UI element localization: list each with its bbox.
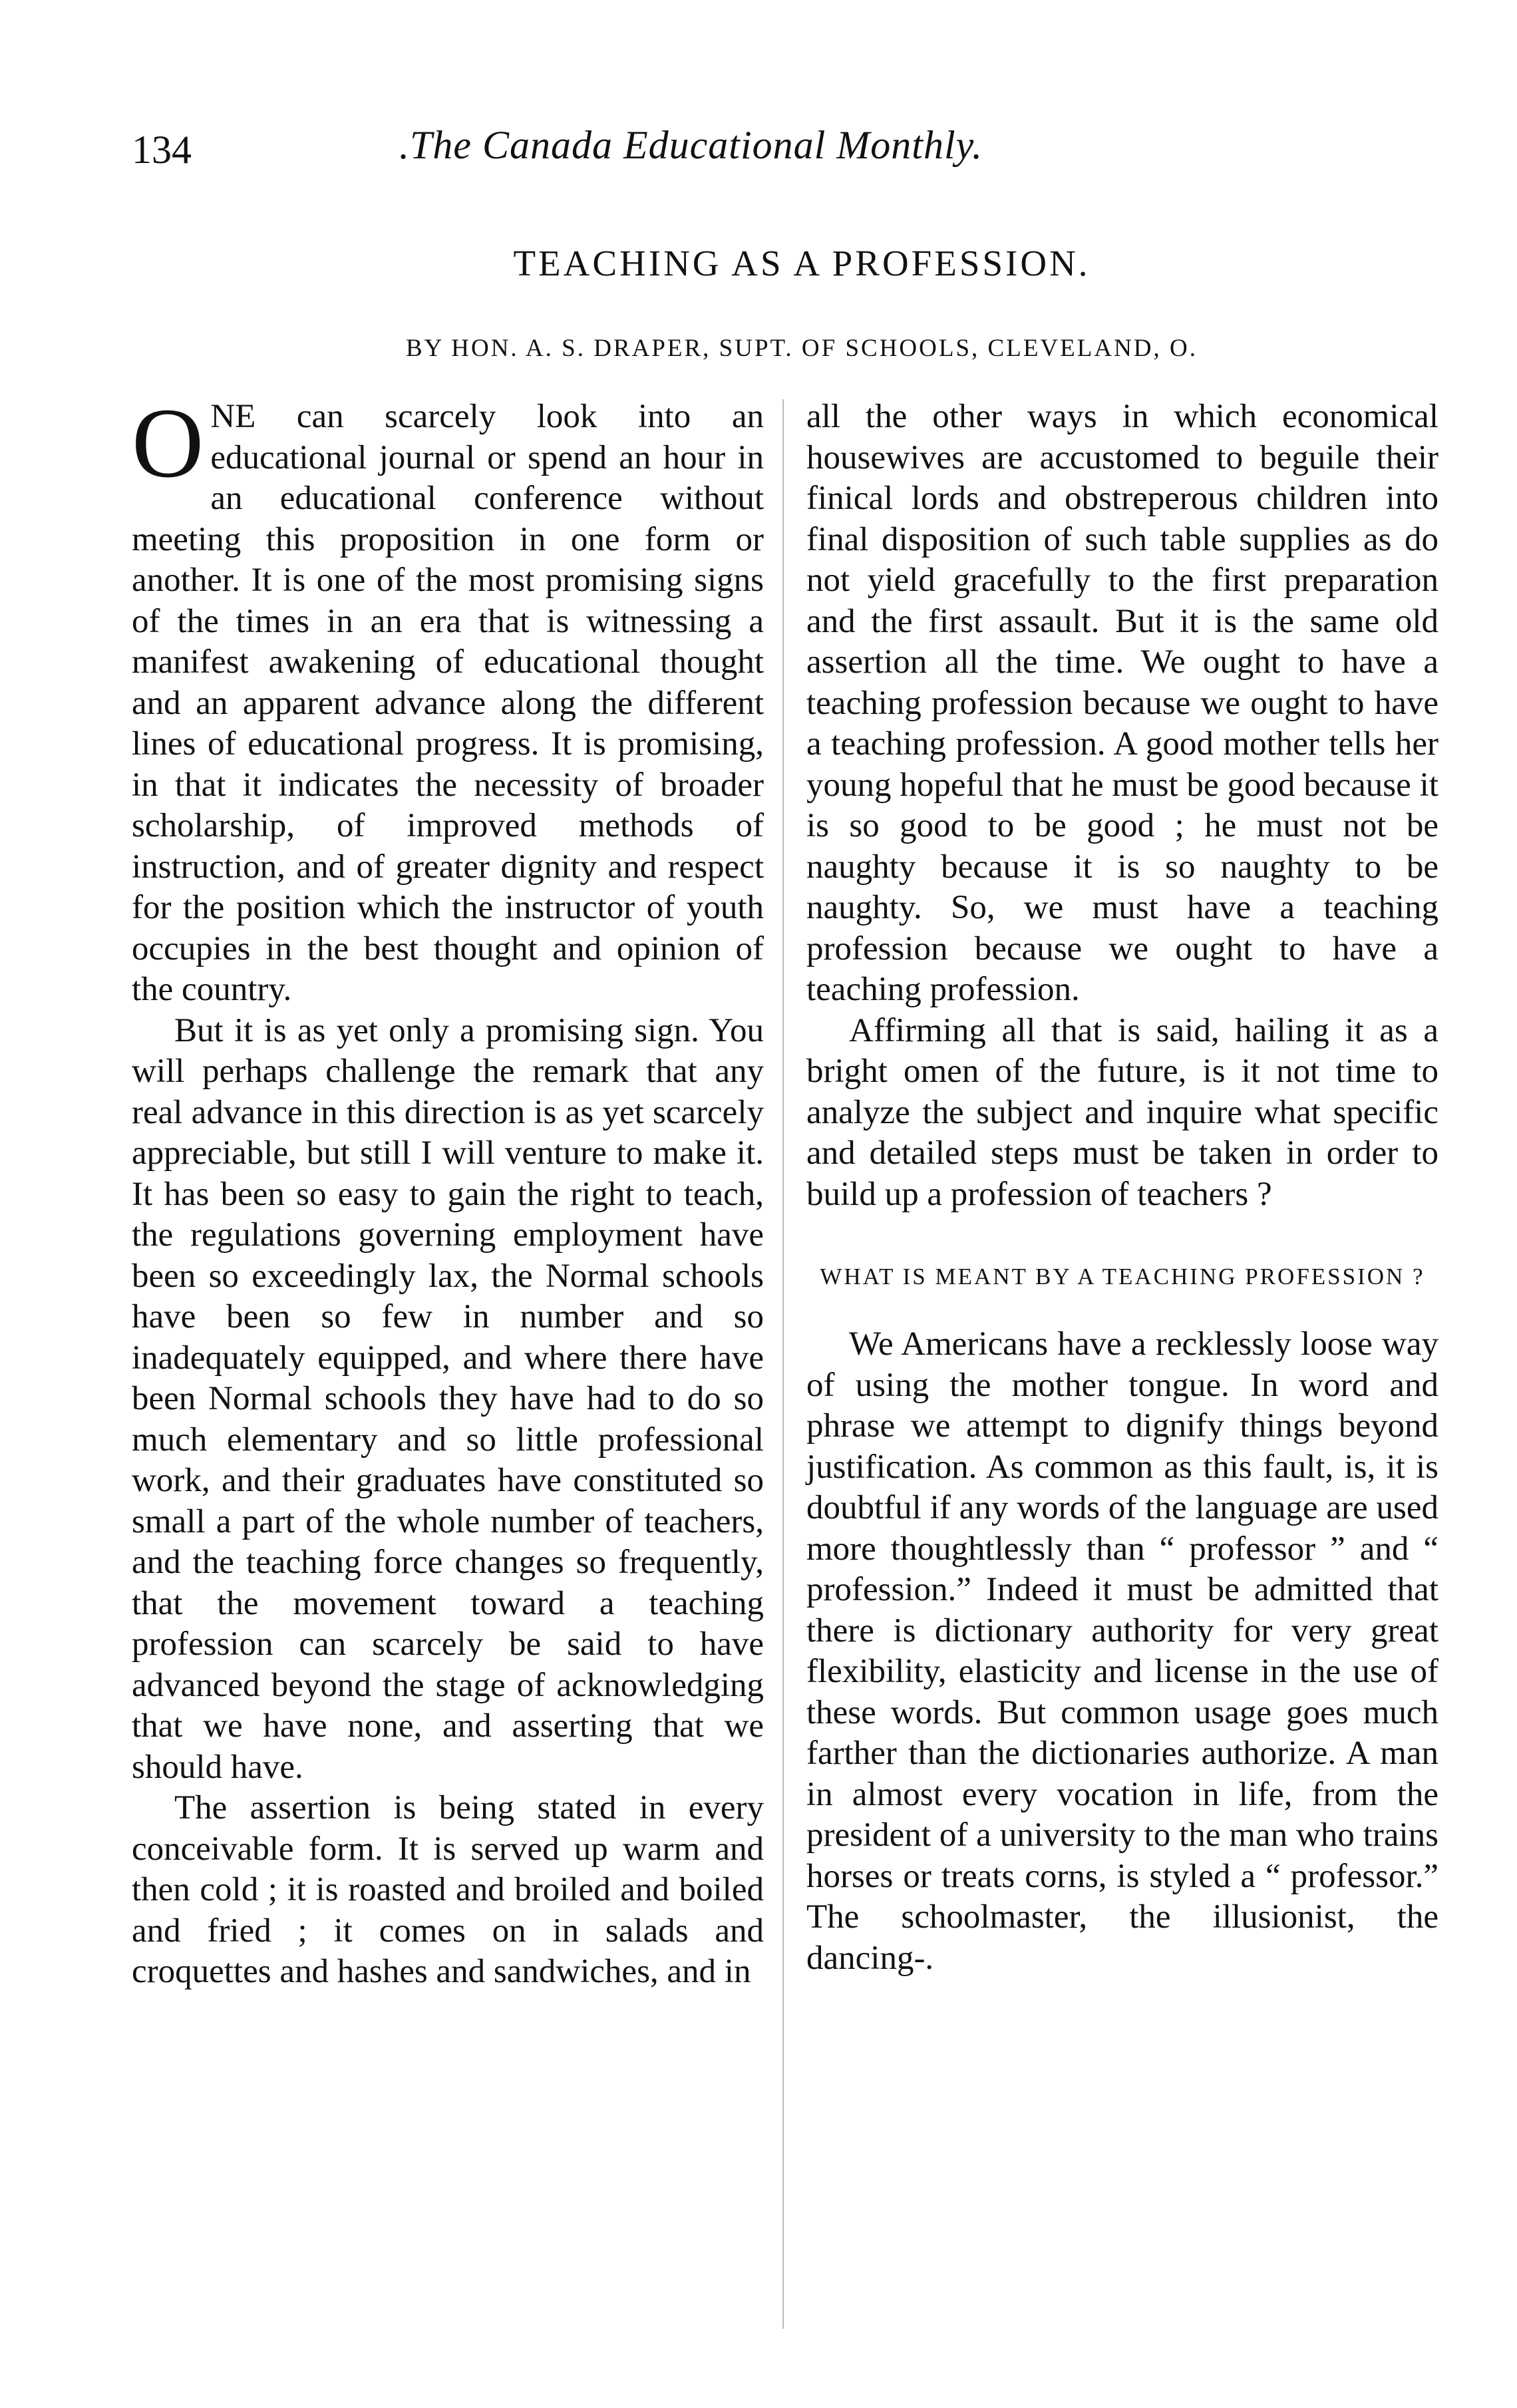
right-column (806, 397, 1438, 1979)
paragraph: But it is as yet only a promising sign. You will perhaps challenge the remark that any real advance in this direction is as yet scarcely appreciable, but still I will venture to make it. It has been so easy to gain the right to teach, the regulations governing employment have been so exceedingly lax, the Normal schools have been so few in number and so inadequately equipped, and where there have been Normal schools they have had to do so much elementary and so little professional work, and their graduates have constituted so small a part of the whole number of teachers, and the teaching force changes so frequently, that the movement toward a teaching profession can scarcely be said to have advanced beyond the stage of acknowledging that we have none, and asserting that we should have. (132, 1011, 764, 1786)
paragraph-text: NE can scarcely look into an educational journal or spend an hour in an educational conference without meeting this proposition in one form or another. It is one of the most promising signs of the times in an era that is witnessing a manifest awakening of educational thought and an apparent advance along the different lines of educational progress. It is promising, in that it indicates the necessity of broader scholarship, of improved methods of instruction, and of greater dignity and respect for the position which the instructor of youth occupies in the best thought and opinion of the country. (132, 398, 764, 1008)
paragraph: all the other ways in which economical housewives are accustomed to beguile their finical lords and obstreperous children into final disposition of such table supplies as do not yield gracefully to the first preparation and the first assault. But it is the same old assertion all the time. We ought to have a teaching profession because we ought to have a teaching profession. A good mother tells her young hopeful that he must be good because it is so good to be good ; he must not be naughty because it is so naughty to be naughty. So, we must have a teaching profession because we ought to have a teaching profession. (806, 398, 1438, 1008)
byline: BY HON. A. S. DRAPER, SUPT. OF SCHOOLS, CLEVELAND, O. (406, 335, 1198, 362)
paragraph: The assertion is being stated in every conceivable form. It is served up warm and then cold ; it is roasted and broiled and boiled and fried ; it comes on in salads and croquettes and hashes and sandwiches, and in (132, 1789, 764, 1990)
paragraph: We Americans have a recklessly loose way of using the mother tongue. In word and phrase we attempt to dignify things beyond justification. As common as this fault, is, it is doubtful if any words of the language are used more thoughtlessly than “ professor ” and “ profession.” Indeed it must be admitted that there is dictionary authority for very great flexibility, elasticity and license in the use of these words. But common usage goes much farther than the dictionaries authorize. A man in almost every vocation in life, from the president of a university to the man who trains horses or treats corns, is styled a “ professor.” The schoolmaster, the illusionist, the dancing-. (806, 1325, 1438, 1977)
page-number: 134 (132, 128, 192, 172)
column-rule (782, 399, 784, 2329)
article-title: TEACHING AS A PROFESSION. (513, 243, 1091, 283)
left-column (132, 388, 764, 1993)
section-subheading: WHAT IS MEANT BY A TEACHING PROFESSION ? (820, 1264, 1425, 1290)
paragraph (132, 388, 764, 1011)
paragraph: Affirming all that is said, hailing it as a bright omen of the future, is it not time to analyze the subject and inquire what specific and detailed steps must be taken in order to build up a profession of teachers ? (806, 1011, 1438, 1213)
running-head: .The Canada Educational Monthly. (399, 123, 983, 167)
drop-cap: O (132, 388, 204, 498)
